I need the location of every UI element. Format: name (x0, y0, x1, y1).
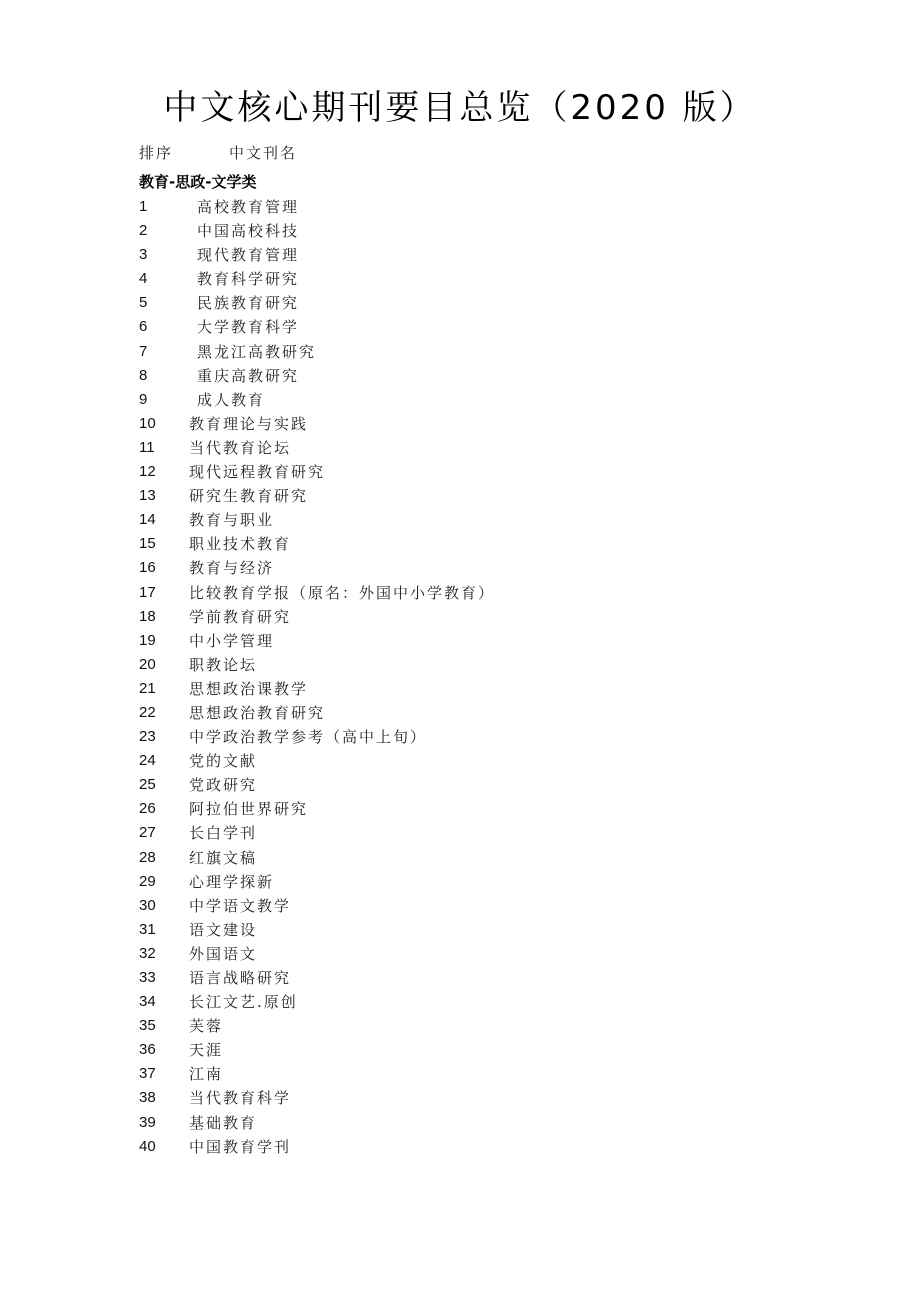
journal-rank: 30 (139, 896, 156, 914)
journal-name: 中国高校科技 (197, 222, 300, 241)
journal-rank: 14 (139, 511, 156, 529)
journal-name: 党政研究 (189, 776, 258, 795)
journal-list (139, 196, 739, 1160)
journal-name: 外国语文 (189, 944, 258, 963)
journal-row (139, 726, 739, 750)
journal-name: 语文建设 (189, 920, 258, 939)
journal-rank: 37 (139, 1065, 156, 1083)
column-header-rank: 排序 (139, 144, 174, 162)
journal-name: 比较教育学报（原名：外国中小学教育） (189, 583, 496, 602)
journal-name: 思想政治教育研究 (189, 703, 326, 722)
journal-row (139, 895, 739, 919)
journal-name: 教育与职业 (189, 511, 275, 530)
journal-row (139, 509, 739, 533)
journal-name: 心理学探新 (189, 872, 275, 891)
journal-name: 党的文献 (189, 752, 258, 771)
journal-row (139, 413, 739, 437)
journal-rank: 4 (139, 270, 148, 288)
journal-rank: 6 (139, 318, 148, 336)
journal-rank: 39 (139, 1113, 156, 1131)
journal-name: 中国教育学刊 (189, 1137, 292, 1156)
journal-name: 红旗文稿 (189, 848, 258, 867)
journal-row (139, 582, 739, 606)
page-title: 中文核心期刊要目总览（2020 版） (163, 88, 757, 128)
journal-row (139, 1015, 739, 1039)
journal-name: 教育与经济 (189, 559, 275, 578)
journal-rank: 5 (139, 294, 148, 312)
journal-name: 教育科学研究 (197, 270, 300, 289)
journal-rank: 8 (139, 366, 148, 384)
journal-row (139, 557, 739, 581)
journal-rank: 25 (139, 776, 156, 794)
journal-name: 中小学管理 (189, 631, 275, 650)
journal-rank: 20 (139, 655, 156, 673)
journal-rank: 27 (139, 824, 156, 842)
column-header-name: 中文刊名 (229, 144, 298, 162)
journal-rank: 2 (139, 222, 148, 240)
journal-row (139, 485, 739, 509)
journal-row (139, 268, 739, 292)
journal-row (139, 1063, 739, 1087)
journal-rank: 19 (139, 631, 156, 649)
journal-rank: 1 (139, 198, 148, 215)
journal-rank: 28 (139, 848, 156, 866)
journal-row (139, 630, 739, 654)
journal-rank: 7 (139, 342, 148, 360)
journal-rank: 18 (139, 607, 156, 625)
journal-rank: 38 (139, 1089, 156, 1107)
journal-row (139, 341, 739, 365)
journal-row (139, 316, 739, 340)
journal-rank: 26 (139, 800, 156, 818)
journal-name: 教育理论与实践 (189, 414, 309, 433)
journal-row (139, 220, 739, 244)
journal-name: 学前教育研究 (189, 607, 292, 626)
journal-rank: 35 (139, 1017, 156, 1035)
journal-name: 当代教育科学 (189, 1089, 292, 1108)
journal-rank: 21 (139, 679, 156, 697)
journal-rank: 29 (139, 872, 156, 890)
journal-row (139, 1112, 739, 1136)
journal-row (139, 1136, 739, 1160)
journal-row (139, 847, 739, 871)
journal-row (139, 389, 739, 413)
journal-row (139, 292, 739, 316)
journal-row (139, 1087, 739, 1111)
journal-name: 中学政治教学参考（高中上旬） (189, 728, 428, 747)
journal-name: 重庆高教研究 (197, 366, 300, 385)
journal-row (139, 461, 739, 485)
journal-rank: 9 (139, 390, 148, 408)
journal-rank: 23 (139, 728, 156, 746)
journal-row (139, 798, 739, 822)
journal-row (139, 1039, 739, 1063)
journal-rank: 31 (139, 920, 156, 938)
journal-name: 成人教育 (197, 390, 266, 409)
journal-name: 民族教育研究 (197, 294, 300, 313)
journal-row (139, 991, 739, 1015)
journal-name: 职教论坛 (189, 655, 258, 674)
journal-rank: 33 (139, 969, 156, 986)
journal-name: 语言战略研究 (189, 969, 292, 987)
journal-rank: 11 (139, 438, 155, 456)
journal-rank: 12 (139, 463, 156, 481)
journal-row (139, 533, 739, 557)
journal-rank: 17 (139, 583, 156, 601)
journal-row (139, 919, 739, 943)
journal-name: 天涯 (189, 1041, 224, 1060)
journal-name: 大学教育科学 (197, 318, 300, 337)
journal-rank: 34 (139, 993, 156, 1011)
journal-rank: 36 (139, 1041, 156, 1059)
journal-rank: 40 (139, 1137, 156, 1155)
journal-rank: 32 (139, 944, 156, 962)
journal-name: 研究生教育研究 (189, 487, 309, 506)
journal-name: 中学语文教学 (189, 896, 292, 915)
journal-row (139, 437, 739, 461)
journal-row (139, 967, 739, 991)
journal-row (139, 654, 739, 678)
journal-name: 现代远程教育研究 (189, 463, 326, 482)
journal-row (139, 943, 739, 967)
journal-row (139, 365, 739, 389)
journal-rank: 13 (139, 487, 156, 505)
journal-name: 芙蓉 (189, 1017, 224, 1036)
journal-name: 阿拉伯世界研究 (189, 800, 309, 819)
journal-rank: 16 (139, 559, 156, 577)
journal-rank: 22 (139, 703, 156, 721)
journal-row (139, 606, 739, 630)
journal-rank: 3 (139, 246, 148, 264)
journal-name: 黑龙江高教研究 (197, 342, 317, 361)
journal-name: 基础教育 (189, 1113, 258, 1132)
journal-name: 长江文艺.原创 (189, 993, 298, 1012)
journal-name: 高校教育管理 (197, 198, 300, 216)
category-heading: 教育-思政-文学类 (139, 173, 257, 191)
journal-rank: 24 (139, 752, 156, 770)
journal-row (139, 244, 739, 268)
journal-name: 思想政治课教学 (189, 679, 309, 698)
journal-row (139, 702, 739, 726)
journal-row (139, 196, 739, 220)
journal-rank: 15 (139, 535, 156, 553)
journal-name: 职业技术教育 (189, 535, 292, 554)
journal-row (139, 871, 739, 895)
journal-name: 当代教育论坛 (189, 438, 292, 457)
journal-row (139, 822, 739, 846)
journal-row (139, 750, 739, 774)
journal-rank: 10 (139, 414, 156, 432)
journal-row (139, 678, 739, 702)
journal-name: 现代教育管理 (197, 246, 300, 265)
journal-row (139, 774, 739, 798)
journal-name: 长白学刊 (189, 824, 258, 843)
journal-name: 江南 (189, 1065, 224, 1084)
